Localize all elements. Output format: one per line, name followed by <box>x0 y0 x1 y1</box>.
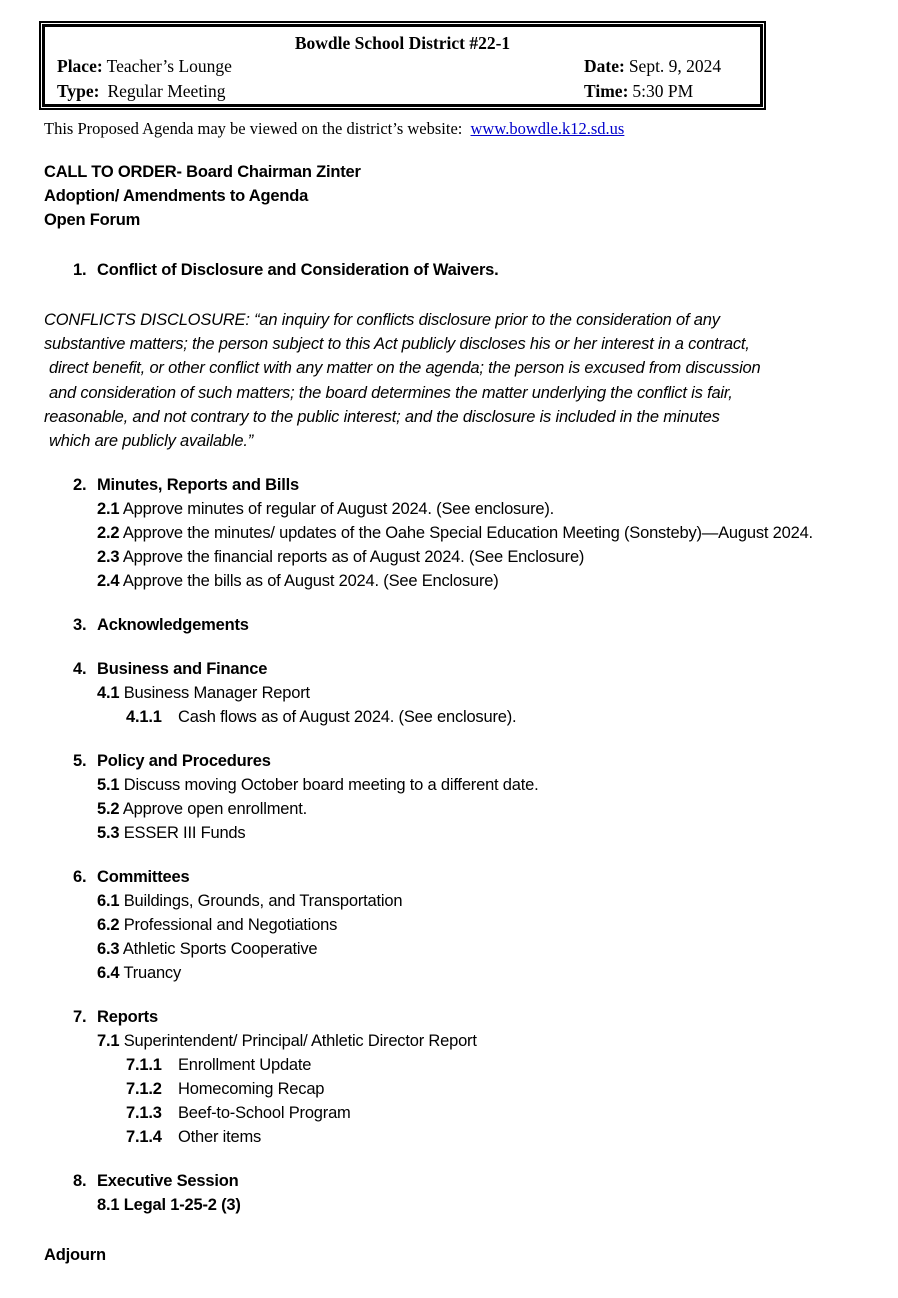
agenda-subitem-5-1-text: Discuss moving October board meeting to a different date. <box>123 776 539 795</box>
district-website-link[interactable]: www.bowdle.k12.sd.us <box>470 119 625 138</box>
agenda-subitem-2-3 <box>97 545 898 569</box>
district-title: Bowdle School District #22-1 <box>294 33 511 53</box>
type-label: Type: <box>57 81 100 101</box>
time-value: 5:30 PM <box>632 81 694 101</box>
agenda-subitem-8-1 <box>97 1193 898 1217</box>
agenda-item-7-number: 7. <box>73 1008 87 1027</box>
agenda-subitem-5-1 <box>97 773 898 797</box>
agenda-subitem-8-1-number: 8.1 <box>97 1196 120 1215</box>
agenda-item-8 <box>73 1169 898 1193</box>
agenda-subitem-4-1-1 <box>126 705 898 729</box>
agenda-item-6-title: Committees <box>97 868 190 887</box>
agenda-body <box>0 160 898 1267</box>
agenda-subitem-8-1-text: Legal 1-25-2 (3) <box>123 1196 241 1215</box>
open-forum-line: Open Forum <box>44 211 141 229</box>
agenda-item-6 <box>73 865 898 889</box>
agenda-item-5 <box>73 749 898 773</box>
place-label: Place: <box>57 56 103 76</box>
agenda-subitem-2-1-number: 2.1 <box>97 500 120 519</box>
agenda-item-4-title: Business and Finance <box>97 660 268 679</box>
agenda-item-3 <box>73 613 898 637</box>
agenda-subitem-7-1-text: Superintendent/ Principal/ Athletic Director Report <box>123 1032 477 1051</box>
agenda-subitem-5-3-text: ESSER III Funds <box>123 824 246 843</box>
agenda-subitem-2-4 <box>97 569 898 593</box>
agenda-subitem-6-4-number: 6.4 <box>97 964 120 983</box>
lead-lines <box>0 160 898 232</box>
agenda-subitem-2-4-number: 2.4 <box>97 572 120 591</box>
time-label: Time: <box>584 81 629 101</box>
call-to-order-line: CALL TO ORDER- Board Chairman Zinter <box>44 163 361 181</box>
agenda-subitem-7-1-4-number: 7.1.4 <box>126 1128 162 1147</box>
agenda-subitem-7-1-number: 7.1 <box>97 1032 120 1051</box>
website-note-text: This Proposed Agenda may be viewed on the district’s website: <box>44 119 463 138</box>
agenda-subitem-4-1-number: 4.1 <box>97 684 120 703</box>
agenda-item-3-title: Acknowledgements <box>97 616 249 635</box>
agenda-item-2-title: Minutes, Reports and Bills <box>97 476 299 495</box>
agenda-subitem-6-3-text: Athletic Sports Cooperative <box>122 940 318 959</box>
agenda-subitem-2-4-text: Approve the bills as of August 2024. (See Enclosure) <box>122 572 499 591</box>
agenda-subitem-2-1-text: Approve minutes of regular of August 2024. (See enclosure). <box>122 500 555 519</box>
agenda-subitem-5-2-text: Approve open enrollment. <box>122 800 307 819</box>
agenda-subitem-7-1-2 <box>126 1077 898 1101</box>
agenda-subitem-6-3 <box>97 937 898 961</box>
agenda-subitem-6-1 <box>97 889 898 913</box>
date-label: Date: <box>584 56 625 76</box>
agenda-subitem-5-3 <box>97 821 898 845</box>
header-box <box>39 21 766 110</box>
agenda-subitem-6-1-text: Buildings, Grounds, and Transportation <box>123 892 403 911</box>
agenda-item-1 <box>73 258 898 282</box>
header-box-inner <box>42 24 763 107</box>
agenda-item-5-title: Policy and Procedures <box>97 752 271 771</box>
website-note <box>44 119 624 139</box>
agenda-subitem-2-3-number: 2.3 <box>97 548 120 567</box>
type-value: Regular Meeting <box>107 81 226 101</box>
agenda-subitem-6-2-number: 6.2 <box>97 916 120 935</box>
agenda-item-6-number: 6. <box>73 868 87 887</box>
agenda-subitem-2-3-text: Approve the financial reports as of August 2024. (See Enclosure) <box>122 548 585 567</box>
agenda-subitem-6-2 <box>97 913 898 937</box>
agenda-subitem-5-1-number: 5.1 <box>97 776 120 795</box>
disclosure-line-5: reasonable, and not contrary to the public interest; and the disclosure is included in the minutes <box>44 407 720 426</box>
agenda-item-1-number: 1. <box>73 261 87 279</box>
agenda-item-2 <box>73 473 898 497</box>
disclosure-line-2: substantive matters; the person subject to this Act publicly discloses his or her interest in a contract, <box>44 335 750 354</box>
conflicts-disclosure-paragraph <box>44 308 898 453</box>
agenda-item-4-number: 4. <box>73 660 87 679</box>
time-field <box>584 79 693 104</box>
agenda-subitem-7-1-2-number: 7.1.2 <box>126 1080 162 1099</box>
agenda-subitem-4-1 <box>97 681 898 705</box>
agenda-item-7 <box>73 1005 898 1029</box>
agenda-subitem-7-1-4 <box>126 1125 898 1149</box>
agenda-item-7-title: Reports <box>97 1008 158 1027</box>
agenda-item-5-number: 5. <box>73 752 87 771</box>
agenda-subitem-7-1-3-number: 7.1.3 <box>126 1104 162 1123</box>
agenda-item-4 <box>73 657 898 681</box>
disclosure-line-1: CONFLICTS DISCLOSURE: “an inquiry for conflicts disclosure prior to the consideration of any <box>44 311 720 329</box>
disclosure-line-6: which are publicly available.” <box>49 432 254 451</box>
agenda-item-8-title: Executive Session <box>97 1172 239 1191</box>
agenda-subitem-5-2-number: 5.2 <box>97 800 120 819</box>
agenda-subitem-7-1-1-number: 7.1.1 <box>126 1056 162 1075</box>
place-value: Teacher’s Lounge <box>106 56 232 76</box>
header-row-place-date <box>57 54 748 79</box>
agenda-subitem-4-1-text: Business Manager Report <box>123 684 310 703</box>
date-field <box>584 54 721 79</box>
agenda-subitem-6-1-number: 6.1 <box>97 892 120 911</box>
agenda-subitem-5-2 <box>97 797 898 821</box>
disclosure-line-4: and consideration of such matters; the board determines the matter underlying the conflict is fair, <box>49 383 733 402</box>
agenda-subitem-7-1-3 <box>126 1101 898 1125</box>
date-value: Sept. 9, 2024 <box>628 56 722 76</box>
agenda-subitem-2-2 <box>97 521 898 545</box>
agenda-item-3-number: 3. <box>73 616 87 635</box>
adoption-amendments-line: Adoption/ Amendments to Agenda <box>44 187 309 205</box>
adjourn-line: Adjourn <box>44 1246 106 1265</box>
agenda-item-8-number: 8. <box>73 1172 87 1191</box>
type-field <box>57 79 226 104</box>
place-field <box>57 54 232 79</box>
agenda-subitem-6-2-text: Professional and Negotiations <box>123 916 338 935</box>
agenda-subitem-7-1-2-text: Homecoming Recap <box>178 1080 325 1099</box>
agenda-subitem-5-3-number: 5.3 <box>97 824 120 843</box>
agenda-subitem-7-1 <box>97 1029 898 1053</box>
agenda-subitem-2-2-text: Approve the minutes/ updates of the Oahe Special Education Meeting (Sonsteby)—August 2024. <box>122 524 813 543</box>
agenda-subitem-2-2-number: 2.2 <box>97 524 120 543</box>
agenda-subitem-7-1-1-text: Enrollment Update <box>178 1056 312 1075</box>
agenda-subitem-4-1-1-text: Cash flows as of August 2024. (See enclosure). <box>178 708 517 727</box>
agenda-item-1-title: Conflict of Disclosure and Consideration of Waivers. <box>97 261 499 279</box>
agenda-subitem-4-1-1-number: 4.1.1 <box>126 708 162 727</box>
agenda-item-2-number: 2. <box>73 476 87 495</box>
agenda-subitem-2-1 <box>97 497 898 521</box>
agenda-subitem-7-1-3-text: Beef-to-School Program <box>178 1104 351 1123</box>
agenda-subitem-7-1-4-text: Other items <box>178 1128 262 1147</box>
header-row-type-time <box>57 79 748 104</box>
agenda-subitem-6-4 <box>97 961 898 985</box>
agenda-subitem-6-4-text: Truancy <box>123 964 182 983</box>
disclosure-line-3: direct benefit, or other conflict with any matter on the agenda; the person is excused from discussion <box>49 359 761 378</box>
agenda-subitem-6-3-number: 6.3 <box>97 940 120 959</box>
agenda-subitem-7-1-1 <box>126 1053 898 1077</box>
